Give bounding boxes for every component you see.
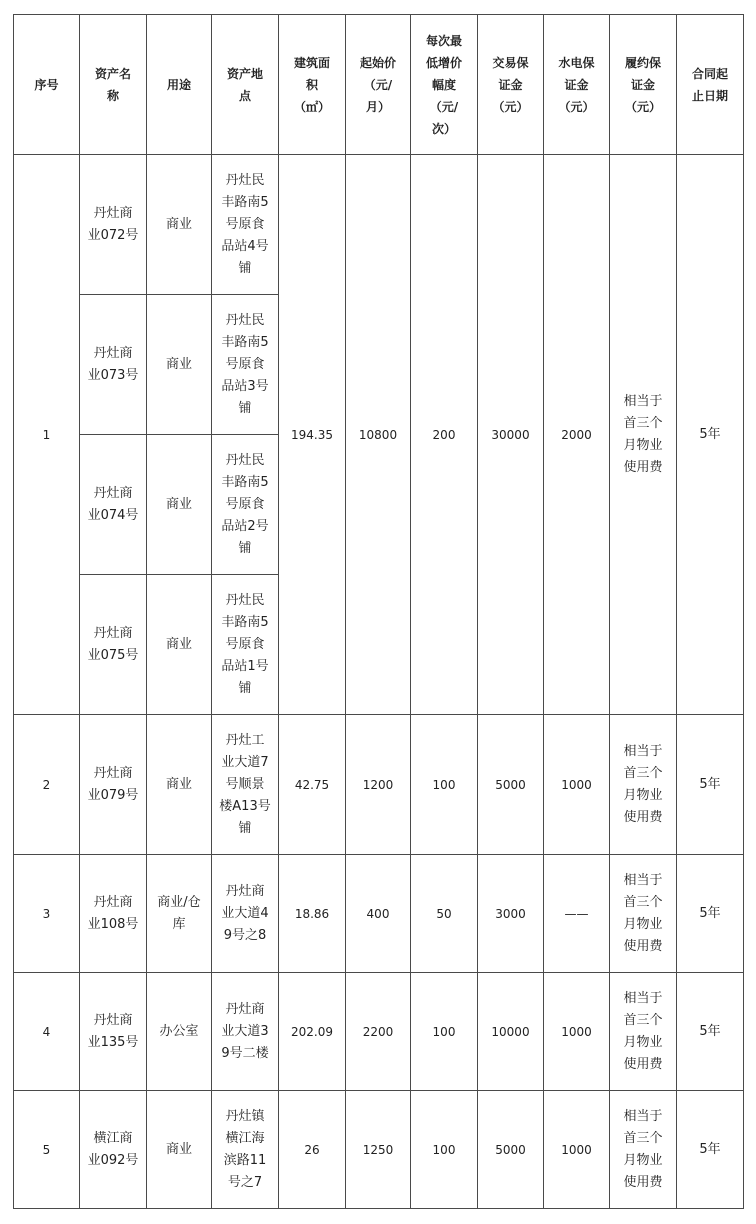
cell-text-line: 号原食 bbox=[225, 356, 265, 372]
cell-trade-deposit: 30000 bbox=[478, 155, 544, 715]
cell-start-price: 2200 bbox=[346, 973, 411, 1091]
cell-text-line: 起始价 bbox=[359, 55, 396, 70]
cell-use bbox=[147, 575, 212, 715]
cell-start-price: 1250 bbox=[346, 1091, 411, 1209]
table-row bbox=[14, 1091, 744, 1209]
cell-start-price: 400 bbox=[346, 855, 411, 973]
cell-text-line: 证金 bbox=[564, 77, 589, 92]
cell-area: 194.35 bbox=[279, 155, 346, 715]
cell-text-line: 使用费 bbox=[623, 459, 663, 475]
cell-text-line: 证金 bbox=[630, 77, 655, 92]
cell-location bbox=[212, 155, 279, 295]
cell-text-line: 水电保 bbox=[558, 55, 595, 70]
cell-contract-term: 5年 bbox=[677, 973, 744, 1091]
cell-seq: 1 bbox=[14, 155, 80, 715]
cell-use bbox=[147, 295, 212, 435]
cell-asset-name bbox=[80, 855, 147, 973]
cell-seq: 4 bbox=[14, 973, 80, 1091]
cell-text-line: 铺 bbox=[238, 540, 252, 556]
cell-text-line: 丹灶镇 bbox=[225, 1108, 265, 1124]
cell-text-line: 业大道7 bbox=[221, 754, 269, 770]
cell-text-line: 业073号 bbox=[87, 367, 139, 383]
cell-text-line: 业079号 bbox=[87, 787, 139, 803]
cell-text-line: 号之7 bbox=[227, 1174, 263, 1190]
header-use bbox=[147, 15, 212, 155]
header-performance-deposit bbox=[610, 15, 677, 155]
cell-text-line: 序号 bbox=[34, 77, 59, 92]
cell-trade-deposit: 5000 bbox=[478, 1091, 544, 1209]
cell-text-line: （元/ bbox=[429, 99, 459, 114]
cell-text-line: 滨路11 bbox=[223, 1152, 267, 1168]
cell-location bbox=[212, 973, 279, 1091]
cell-text-line: 资产名 bbox=[94, 66, 131, 81]
cell-text-line: 办公室 bbox=[159, 1023, 199, 1039]
cell-text-line: 品站2号 bbox=[221, 518, 269, 534]
cell-text-line: 品站4号 bbox=[221, 238, 269, 254]
cell-text-line: 横江海 bbox=[225, 1130, 265, 1146]
cell-seq: 5 bbox=[14, 1091, 80, 1209]
cell-text-line: 相当于 bbox=[623, 743, 663, 759]
cell-location bbox=[212, 1091, 279, 1209]
cell-text-line: 丹灶商 bbox=[93, 765, 133, 781]
cell-text-line: 使用费 bbox=[623, 809, 663, 825]
cell-asset-name bbox=[80, 973, 147, 1091]
cell-utility-deposit: 1000 bbox=[544, 1091, 610, 1209]
cell-text-line: 月物业 bbox=[623, 437, 663, 453]
cell-utility-deposit: 2000 bbox=[544, 155, 610, 715]
cell-asset-name bbox=[80, 715, 147, 855]
cell-contract-term: 5年 bbox=[677, 855, 744, 973]
cell-text-line: 商业 bbox=[165, 1141, 192, 1157]
cell-utility-deposit: 1000 bbox=[544, 973, 610, 1091]
table-row bbox=[14, 715, 744, 855]
cell-text-line: 称 bbox=[106, 88, 119, 103]
cell-text-line: 9号之8 bbox=[223, 927, 267, 943]
cell-performance-deposit bbox=[610, 155, 677, 715]
cell-text-line: 商业 bbox=[165, 356, 192, 372]
header-contract-term bbox=[677, 15, 744, 155]
cell-text-line: 商业 bbox=[165, 636, 192, 652]
cell-text-line: 丹灶商 bbox=[93, 894, 133, 910]
cell-text-line: 资产地 bbox=[226, 66, 263, 81]
cell-use bbox=[147, 855, 212, 973]
cell-asset-name bbox=[80, 435, 147, 575]
cell-text-line: 号原食 bbox=[225, 496, 265, 512]
cell-utility-deposit: 1000 bbox=[544, 715, 610, 855]
cell-text-line: 相当于 bbox=[623, 990, 663, 1006]
cell-text-line: 丰路南5 bbox=[221, 194, 269, 210]
cell-text-line: 次） bbox=[431, 121, 456, 136]
cell-text-line: 商业 bbox=[165, 216, 192, 232]
header-area bbox=[279, 15, 346, 155]
cell-text-line: 月物业 bbox=[623, 1034, 663, 1050]
cell-contract-term: 5年 bbox=[677, 715, 744, 855]
cell-utility-deposit: —— bbox=[544, 855, 610, 973]
cell-text-line: 丰路南5 bbox=[221, 474, 269, 490]
cell-text-line: 使用费 bbox=[623, 938, 663, 954]
cell-text-line: 止日期 bbox=[691, 88, 728, 103]
cell-text-line: 丹灶商 bbox=[225, 1001, 265, 1017]
cell-location bbox=[212, 855, 279, 973]
cell-text-line: 月） bbox=[365, 99, 390, 114]
cell-text-line: 使用费 bbox=[623, 1056, 663, 1072]
header-min-increment bbox=[411, 15, 478, 155]
cell-min-increment: 50 bbox=[411, 855, 478, 973]
header-trade-deposit bbox=[478, 15, 544, 155]
cell-text-line: （㎡） bbox=[293, 99, 330, 114]
cell-text-line: （元） bbox=[558, 99, 595, 114]
cell-text-line: 铺 bbox=[238, 680, 252, 696]
cell-min-increment: 100 bbox=[411, 1091, 478, 1209]
cell-text-line: 品站3号 bbox=[221, 378, 269, 394]
cell-asset-name bbox=[80, 295, 147, 435]
cell-text-line: 铺 bbox=[238, 820, 252, 836]
cell-text-line: 幅度 bbox=[431, 77, 456, 92]
header-asset-name bbox=[80, 15, 147, 155]
cell-performance-deposit bbox=[610, 855, 677, 973]
cell-text-line: 月物业 bbox=[623, 787, 663, 803]
cell-text-line: 丹灶商 bbox=[93, 205, 133, 221]
cell-text-line: （元/ bbox=[363, 77, 393, 92]
cell-seq: 2 bbox=[14, 715, 80, 855]
cell-text-line: 业074号 bbox=[87, 507, 139, 523]
cell-performance-deposit bbox=[610, 973, 677, 1091]
cell-text-line: 丹灶商 bbox=[93, 625, 133, 641]
cell-start-price: 1200 bbox=[346, 715, 411, 855]
table-row bbox=[14, 155, 744, 295]
cell-text-line: 商业 bbox=[165, 496, 192, 512]
cell-text-line: 履约保 bbox=[624, 55, 661, 70]
cell-text-line: 相当于 bbox=[623, 1108, 663, 1124]
cell-asset-name bbox=[80, 575, 147, 715]
table-row bbox=[14, 855, 744, 973]
cell-location bbox=[212, 295, 279, 435]
cell-text-line: 丹灶民 bbox=[225, 452, 265, 468]
cell-text-line: 首三个 bbox=[623, 765, 663, 781]
cell-text-line: 丹灶民 bbox=[225, 592, 265, 608]
cell-text-line: 业108号 bbox=[87, 916, 139, 932]
table-header-row bbox=[14, 15, 744, 155]
cell-trade-deposit: 3000 bbox=[478, 855, 544, 973]
cell-text-line: 号原食 bbox=[225, 216, 265, 232]
cell-text-line: 点 bbox=[238, 88, 251, 103]
cell-text-line: 丹灶民 bbox=[225, 172, 265, 188]
cell-text-line: 品站1号 bbox=[221, 658, 269, 674]
cell-text-line: 用途 bbox=[166, 77, 191, 92]
cell-min-increment: 100 bbox=[411, 973, 478, 1091]
header-start-price bbox=[346, 15, 411, 155]
cell-location bbox=[212, 715, 279, 855]
cell-text-line: 合同起 bbox=[691, 66, 728, 81]
cell-text-line: 丰路南5 bbox=[221, 334, 269, 350]
header-utility-deposit bbox=[544, 15, 610, 155]
cell-area: 202.09 bbox=[279, 973, 346, 1091]
cell-text-line: 业大道3 bbox=[221, 1023, 269, 1039]
cell-asset-name bbox=[80, 155, 147, 295]
cell-text-line: 库 bbox=[172, 916, 186, 932]
cell-text-line: 商业/仓 bbox=[157, 894, 201, 910]
cell-text-line: （元） bbox=[624, 99, 661, 114]
cell-text-line: 首三个 bbox=[623, 415, 663, 431]
cell-asset-name bbox=[80, 1091, 147, 1209]
cell-text-line: 楼A13号 bbox=[219, 798, 271, 814]
asset-lease-table bbox=[13, 14, 744, 1209]
cell-use bbox=[147, 435, 212, 575]
cell-use bbox=[147, 1091, 212, 1209]
cell-text-line: 号顺景 bbox=[225, 776, 265, 792]
cell-area: 18.86 bbox=[279, 855, 346, 973]
cell-text-line: 相当于 bbox=[623, 872, 663, 888]
cell-text-line: 丹灶民 bbox=[225, 312, 265, 328]
cell-contract-term: 5年 bbox=[677, 155, 744, 715]
cell-trade-deposit: 5000 bbox=[478, 715, 544, 855]
cell-text-line: 丹灶商 bbox=[93, 485, 133, 501]
cell-performance-deposit bbox=[610, 715, 677, 855]
cell-text-line: 积 bbox=[305, 77, 318, 92]
cell-text-line: 商业 bbox=[165, 776, 192, 792]
table-row bbox=[14, 973, 744, 1091]
header-location bbox=[212, 15, 279, 155]
cell-text-line: （元） bbox=[492, 99, 529, 114]
cell-text-line: 月物业 bbox=[623, 1152, 663, 1168]
cell-text-line: 证金 bbox=[498, 77, 523, 92]
cell-location bbox=[212, 575, 279, 715]
cell-text-line: 丹灶工 bbox=[225, 732, 265, 748]
cell-text-line: 丹灶商 bbox=[93, 345, 133, 361]
asset-lease-table-container bbox=[13, 14, 744, 1209]
cell-text-line: 铺 bbox=[238, 260, 252, 276]
cell-text-line: 铺 bbox=[238, 400, 252, 416]
cell-text-line: 使用费 bbox=[623, 1174, 663, 1190]
cell-use bbox=[147, 155, 212, 295]
cell-text-line: 丰路南5 bbox=[221, 614, 269, 630]
cell-trade-deposit: 10000 bbox=[478, 973, 544, 1091]
cell-area: 26 bbox=[279, 1091, 346, 1209]
cell-text-line: 横江商 bbox=[93, 1130, 133, 1146]
cell-location bbox=[212, 435, 279, 575]
cell-text-line: 号原食 bbox=[225, 636, 265, 652]
cell-use bbox=[147, 973, 212, 1091]
cell-text-line: 相当于 bbox=[623, 393, 663, 409]
cell-text-line: 首三个 bbox=[623, 1130, 663, 1146]
cell-text-line: 业075号 bbox=[87, 647, 139, 663]
cell-text-line: 丹灶商 bbox=[93, 1012, 133, 1028]
cell-text-line: 业大道4 bbox=[221, 905, 269, 921]
cell-use bbox=[147, 715, 212, 855]
cell-min-increment: 200 bbox=[411, 155, 478, 715]
cell-text-line: 业072号 bbox=[87, 227, 139, 243]
cell-start-price: 10800 bbox=[346, 155, 411, 715]
cell-text-line: 丹灶商 bbox=[225, 883, 265, 899]
cell-text-line: 首三个 bbox=[623, 894, 663, 910]
cell-seq: 3 bbox=[14, 855, 80, 973]
cell-text-line: 每次最 bbox=[425, 33, 462, 48]
cell-text-line: 建筑面 bbox=[293, 55, 330, 70]
cell-area: 42.75 bbox=[279, 715, 346, 855]
cell-text-line: 9号二楼 bbox=[221, 1045, 269, 1061]
cell-text-line: 首三个 bbox=[623, 1012, 663, 1028]
header-seq bbox=[14, 15, 80, 155]
cell-text-line: 交易保 bbox=[492, 55, 529, 70]
cell-text-line: 业092号 bbox=[87, 1152, 139, 1168]
cell-contract-term: 5年 bbox=[677, 1091, 744, 1209]
cell-min-increment: 100 bbox=[411, 715, 478, 855]
cell-text-line: 月物业 bbox=[623, 916, 663, 932]
cell-performance-deposit bbox=[610, 1091, 677, 1209]
cell-text-line: 低增价 bbox=[425, 55, 462, 70]
cell-text-line: 业135号 bbox=[87, 1034, 139, 1050]
